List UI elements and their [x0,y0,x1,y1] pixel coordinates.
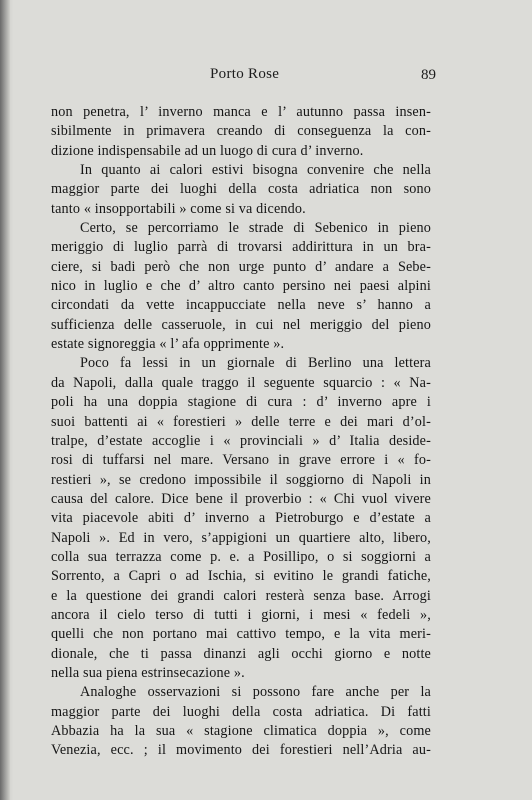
text-line: ancora il cielo terso di tutti i giorni, i mesi « fedeli », [51,606,431,623]
text-line: suoi battenti ai « forestieri » delle terre e dei mari d’ol- [51,413,431,430]
text-line: non penetra, l’ inverno manca e l’ autunno passa insen- [51,104,431,120]
text-line: colla sua terrazza come p. e. a Posillipo, o si soggiorni a [51,548,431,565]
body-text [51,103,431,761]
page-number: 89 [421,67,436,83]
text-line: sufficienza delle casseruole, in cui nel meriggio del pieno [51,316,431,333]
text-line: tanto « insopportabili » come si va dicendo. [51,200,306,217]
text-line: poli ha una doppia stagione di cura : d’ inverno apre i [51,394,431,411]
paragraph [51,683,431,760]
text-line: dionale, che ti passa dinanzi agli occhi giorno e notte [51,645,431,662]
text-line: circondati da vette incappucciate nella neve s’ hanno a [51,297,431,314]
text-line: vita piacevole abiti d’ inverno a Pietroburgo e d’estate a [51,510,431,527]
paragraph [51,219,431,354]
text-line: Sorrento, a Capri o ad Ischia, si evitino le grandi fatiche, [51,568,431,585]
text-line: ciere, si badi però che non urge punto d’ andare a Sebe- [51,258,431,275]
text-line: estate signoreggia « l’ afa opprimente ». [51,336,285,353]
running-title: Porto Rose [210,66,280,82]
text-line: Certo, se percorriamo le strade di Sebenico in pieno [80,220,431,237]
text-line: meriggio di luglio parrà di trovarsi addirittura in un bra- [51,239,431,256]
paragraph [51,103,431,161]
text-line: causa del calore. Dice bene il proverbio : « Chi vuol vivere [51,490,431,507]
text-line: nico in luglio e che d’ altro canto persino nei paesi alpini [51,278,431,295]
text-line: tralpe, d’estate accoglie i « provinciali » d’ Italia deside- [51,432,431,449]
text-line: restieri », se credono impossibile il soggiorno di Napoli in [51,471,431,488]
text-line: In quanto ai calori estivi bisogna convenire che nella [80,162,431,179]
text-line: Venezia, ecc. ; il movimento dei forestieri nell’Adria au- [51,742,431,759]
text-line: maggior parte dei luoghi della costa adriatica non sono [51,181,431,198]
text-line: Poco fa lessi in un giornale di Berlino una lettera [80,355,431,372]
text-line: Abbazia ha la sua « stagione climatica doppia », come [51,723,431,739]
text-line: rosi di tuffarsi nel mare. Versano in grave errore i « fo- [51,452,431,469]
text-line: sibilmente in primavera creando di conseguenza la con- [51,123,431,140]
text-line: nella sua piena estrinsecazione ». [51,664,245,681]
text-line: dizione indispensabile ad un luogo di cura d’ inverno. [51,142,364,159]
text-line: maggior parte dei luoghi della costa adriatica. Di fatti [51,703,431,720]
paragraph [51,354,431,683]
binding-gutter-shadow [0,0,10,800]
text-line: Napoli ». Ed in vero, s’appigioni un quartiere alto, libero, [51,529,431,546]
paragraph [51,161,431,219]
text-line: Analoghe osservazioni si possono fare anche per la [80,684,431,701]
text-line: da Napoli, dalla quale traggo il seguente squarcio : « Na- [51,374,431,391]
text-line: quelli che non portano mai cattivo tempo, e la vita meri- [51,626,431,643]
running-head [0,66,532,86]
text-line: e la questione dei grandi calori resterà senza base. Arrogi [51,587,431,604]
